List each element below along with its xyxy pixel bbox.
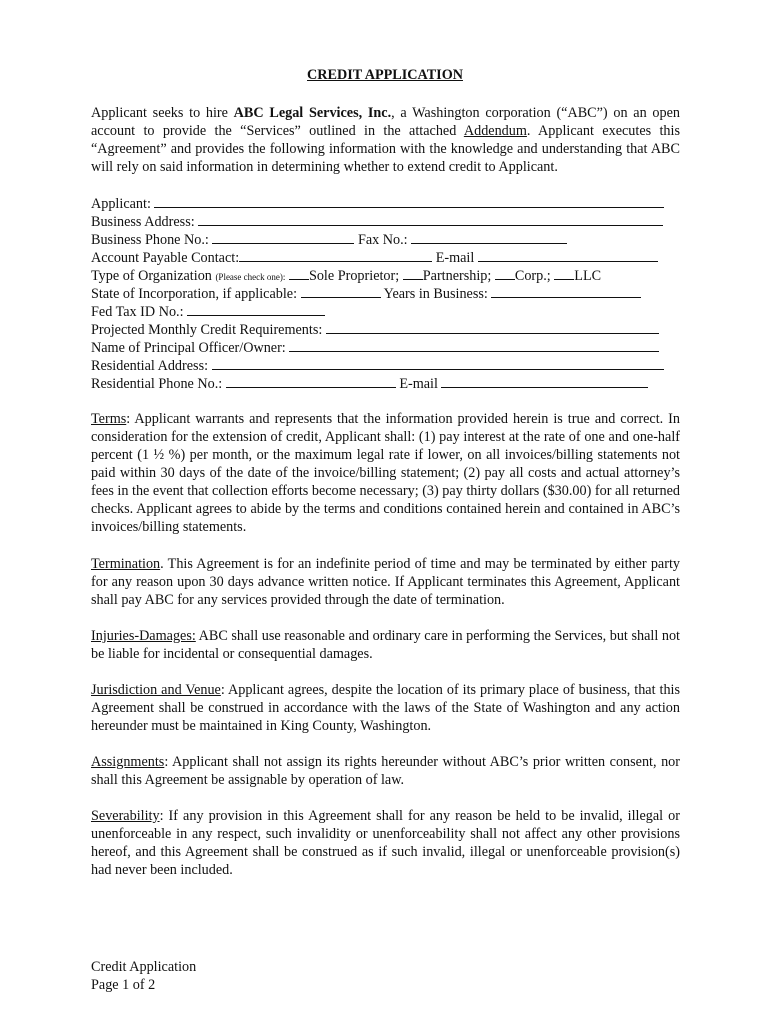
label-business-address: Business Address: (91, 214, 195, 230)
label-check-one: (Please check one): (215, 272, 286, 282)
intro-paragraph (91, 104, 680, 176)
label-residential-phone: Residential Phone No.: (91, 376, 223, 392)
partnership-checkbox[interactable] (403, 266, 423, 280)
page-footer (91, 958, 196, 994)
injuries-heading: Injuries-Damages: (91, 628, 196, 644)
form-line-principal (91, 338, 680, 356)
form-line-residential-address (91, 356, 680, 374)
option-partnership: Partnership; (422, 268, 492, 284)
jurisdiction-body: : Applicant agrees, despite the location of its primary place of business, that this Agreement shall be construed in accordance with the laws of the State of Washington and any action hereunder must be maintained in King County, Washington. (91, 682, 680, 734)
form-line-residential-phone (91, 374, 680, 392)
termination-heading: Termination (91, 556, 161, 572)
form-line-business-phone (91, 230, 680, 248)
label-state-incorporation: State of Incorporation, if applicable: (91, 286, 298, 302)
form-line-ap-contact (91, 248, 680, 266)
termination-body: . This Agreement is for an indefinite period of time and may be terminated by either party for any reason upon 30 days advance written notice. If Applicant terminates this Agreement, Applicant shall pay ABC for any services provided through the date of termination. (91, 556, 680, 608)
terms-body: : Applicant warrants and represents that the information provided herein is true and correct. In consideration for the extension of credit, Applicant shall: (1) pay interest at the rate of one and one-half percent (1 ½ %) per month, or the maximum legal rate if lower, on all invoices/billing statements not paid within 30 days of the date of the invoice/billing statement; (2) pay all costs and actual attorney’s fees in the event that collection efforts become necessary; (3) pay thirty dollars ($30.00) for all returned checks. Applicant agrees to abide by the terms and conditions contained herein and contained in ABC’s invoices/billing statements. (91, 411, 680, 535)
principal-field[interactable] (289, 338, 659, 352)
label-business-phone: Business Phone No.: (91, 232, 209, 248)
residential-phone-field[interactable] (226, 374, 396, 388)
intro-text-3: . Applicant executes this “Agreement” and provides the following information with the knowledge and understanding that ABC will rely on said information in determining whether to extend credit to Applicant. (91, 123, 680, 175)
assignments-paragraph (91, 753, 680, 789)
label-fax: Fax No.: (357, 232, 408, 248)
form-line-org-type (91, 266, 680, 284)
injuries-paragraph (91, 627, 680, 663)
corp-checkbox[interactable] (495, 266, 515, 280)
applicant-field[interactable] (154, 194, 664, 208)
company-name: ABC Legal Services, Inc. (233, 105, 392, 121)
option-llc: LLC (574, 268, 602, 284)
residential-address-field[interactable] (212, 356, 664, 370)
fed-tax-id-field[interactable] (187, 302, 325, 316)
label-org-type: Type of Organization (91, 268, 212, 284)
form-line-business-address (91, 212, 680, 230)
state-incorporation-field[interactable] (301, 284, 381, 298)
ap-contact-field[interactable] (239, 248, 432, 262)
jurisdiction-heading: Jurisdiction and Venue (91, 682, 221, 698)
sole-proprietor-checkbox[interactable] (289, 266, 309, 280)
form-line-credit-requirements (91, 320, 680, 338)
option-sole-proprietor: Sole Proprietor; (308, 268, 400, 284)
llc-checkbox[interactable] (554, 266, 574, 280)
label-fed-tax-id: Fed Tax ID No.: (91, 304, 184, 320)
assignments-heading: Assignments (91, 754, 165, 770)
label-email-2: E-mail (399, 376, 438, 392)
severability-paragraph (91, 807, 680, 879)
severability-heading: Severability (91, 808, 160, 824)
label-principal: Name of Principal Officer/Owner: (91, 340, 286, 356)
email-field-2[interactable] (441, 374, 648, 388)
label-applicant: Applicant: (91, 196, 151, 212)
assignments-body: : Applicant shall not assign its rights hereunder without ABC’s prior written consent, nor shall this Agreement be assignable by operation of law. (91, 754, 680, 788)
credit-requirements-field[interactable] (326, 320, 659, 334)
terms-paragraph (91, 410, 680, 536)
page-title: CREDIT APPLICATION (307, 67, 463, 83)
addendum-reference: Addendum (463, 123, 527, 139)
label-email-1: E-mail (435, 250, 475, 266)
email-field-1[interactable] (478, 248, 658, 262)
business-phone-field[interactable] (212, 230, 354, 244)
business-address-field[interactable] (198, 212, 663, 226)
jurisdiction-paragraph (91, 681, 680, 735)
intro-text-2: , a Washington corporation (“ABC”) on an open account to provide the “Services” outlined in the attached (91, 105, 680, 139)
form-line-applicant (91, 194, 680, 212)
option-corp: Corp.; (514, 268, 551, 284)
severability-body: : If any provision in this Agreement shall for any reason be held to be invalid, illegal or unenforceable in any respect, such invalidity or unenforceability shall not affect any other provisions hereof, and this Agreement shall be construed as if such invalid, illegal or unenforceable provision(s) had never been included. (91, 808, 680, 878)
form-line-fed-tax-id (91, 302, 680, 320)
fax-field[interactable] (411, 230, 567, 244)
label-ap-contact: Account Payable Contact: (91, 250, 240, 266)
footer-document-name: Credit Application (91, 959, 197, 975)
termination-paragraph (91, 555, 680, 609)
intro-text: Applicant seeks to hire (91, 105, 234, 121)
terms-heading: Terms (91, 411, 127, 427)
label-credit-requirements: Projected Monthly Credit Requirements: (91, 322, 323, 338)
application-form (91, 194, 680, 392)
injuries-body: ABC shall use reasonable and ordinary care in performing the Services, but shall not be liable for incidental or consequential damages. (91, 628, 680, 662)
label-years-in-business: Years in Business: (383, 286, 488, 302)
form-line-state-incorporation (91, 284, 680, 302)
footer-page-number: Page 1 of 2 (91, 977, 156, 993)
years-in-business-field[interactable] (491, 284, 641, 298)
label-residential-address: Residential Address: (91, 358, 209, 374)
